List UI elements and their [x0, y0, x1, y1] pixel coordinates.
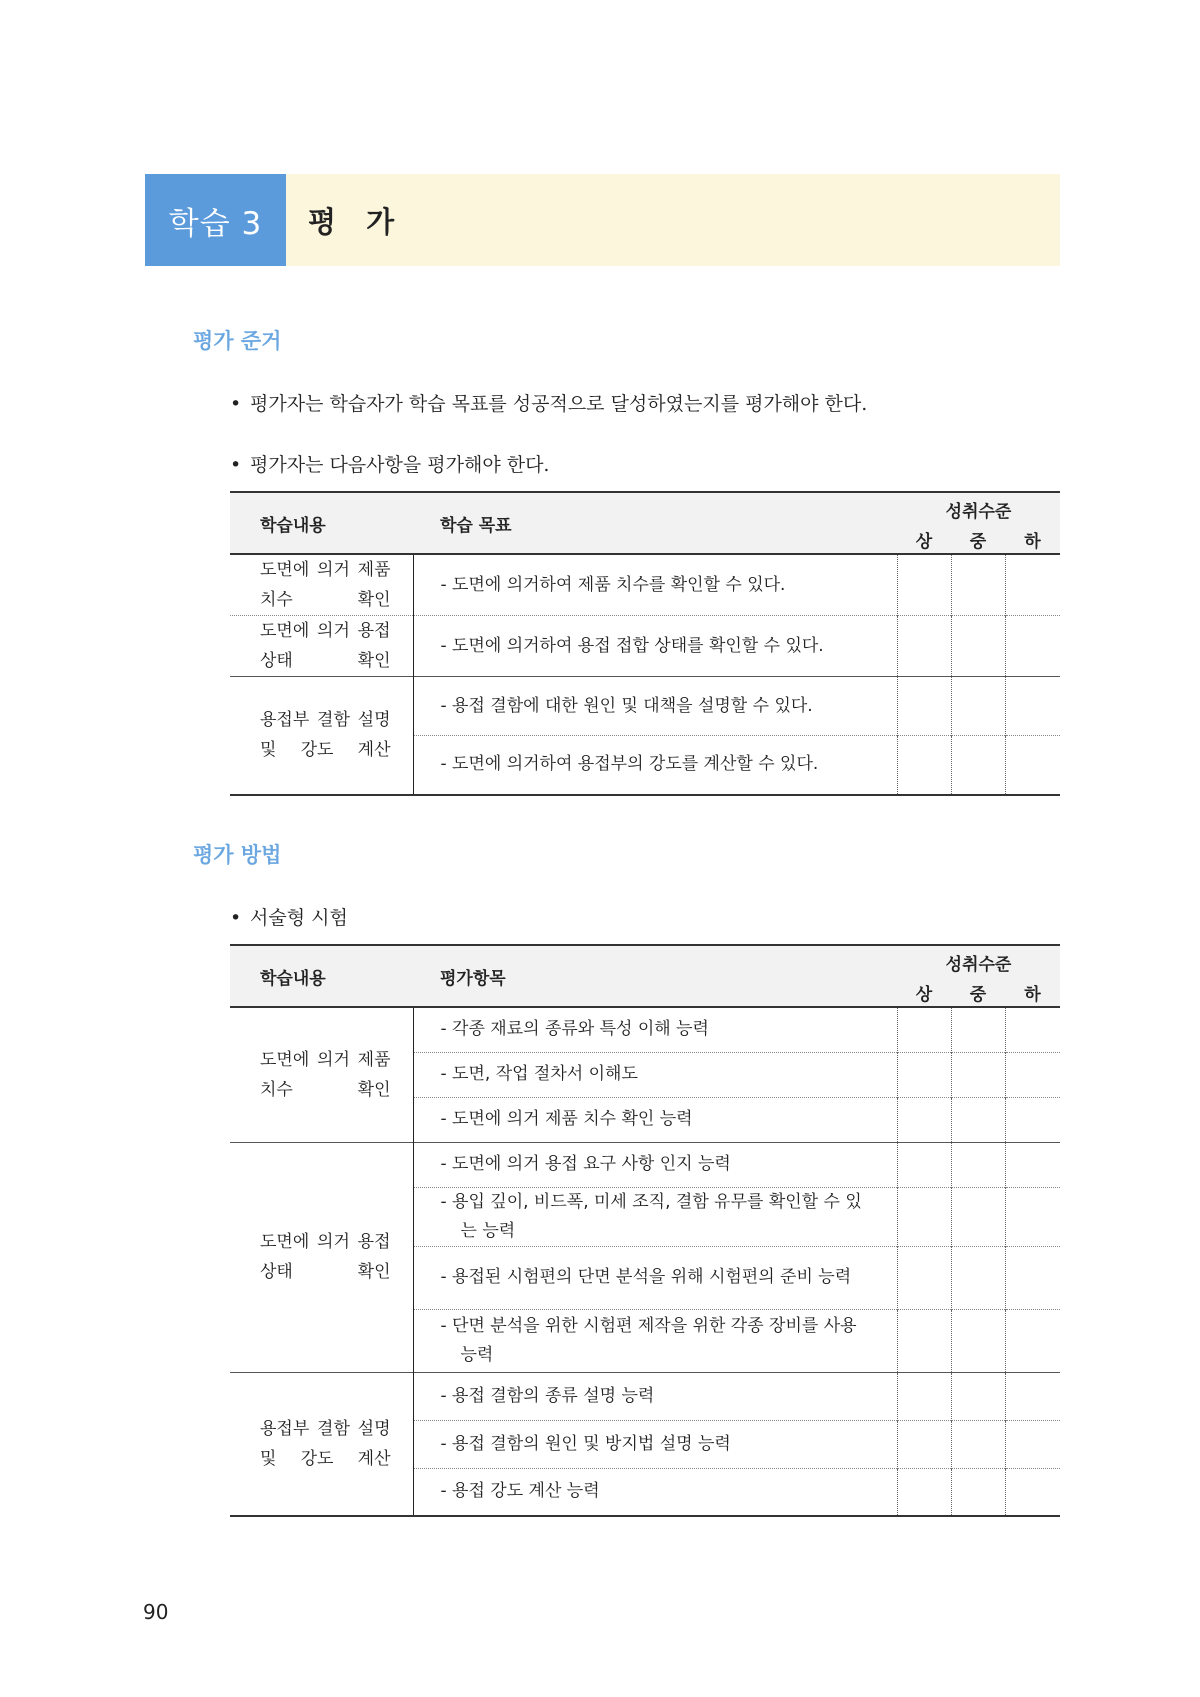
header-achievement-level: 성취수준: [945, 502, 1012, 522]
header-level-low: 하: [1024, 985, 1041, 1005]
section-title: 평 가: [308, 204, 395, 239]
level-low-cell: [1005, 1187, 1060, 1246]
level-low-cell: [1005, 1372, 1060, 1420]
criteria-table: [230, 491, 1060, 796]
item-cell: - 도면에 의거 제품 치수 확인 능력: [413, 1097, 897, 1142]
level-mid-cell: [951, 1052, 1005, 1097]
level-low-cell: [1005, 1468, 1060, 1516]
method-bullet-1: • 서술형 시험: [230, 907, 348, 929]
level-mid-cell: [951, 1372, 1005, 1420]
level-high-cell: [897, 616, 951, 677]
header-content: 학습내용: [260, 968, 326, 989]
table-row: [230, 677, 1060, 736]
goal-cell: - 도면에 의거하여 제품 치수를 확인할 수 있다.: [440, 574, 786, 595]
level-mid-cell: [951, 1142, 1005, 1187]
level-high-cell: [897, 1468, 951, 1516]
header-goal: 학습 목표: [440, 515, 512, 536]
table-row: [230, 1372, 1060, 1420]
level-high-cell: [897, 736, 951, 795]
table-row: [230, 554, 1060, 616]
method-table: [230, 944, 1060, 1517]
content-cell: 용접부 결함 설명 및 강도 계산: [230, 677, 413, 795]
table-row: [230, 1142, 1060, 1187]
header-level-high: 상: [915, 985, 933, 1005]
item-cell: - 도면에 의거 용접 요구 사항 인지 능력: [413, 1142, 897, 1187]
header-level-mid: 중: [969, 985, 987, 1005]
table-row: [230, 616, 1060, 677]
level-mid-cell: [951, 1097, 1005, 1142]
header-item: 평가항목: [440, 968, 506, 989]
header-level-mid: 중: [969, 532, 987, 552]
header-achievement-level: 성취수준: [945, 955, 1012, 975]
level-low-cell: [1005, 736, 1060, 795]
item-cell: - 용접 결함의 종류 설명 능력: [413, 1372, 897, 1420]
item-cell: - 각종 재료의 종류와 특성 이해 능력: [440, 1019, 709, 1040]
level-mid-cell: [951, 1007, 1005, 1052]
level-low-cell: [1005, 1052, 1060, 1097]
level-high-cell: [897, 1007, 951, 1052]
level-high-cell: [897, 1097, 951, 1142]
level-low-cell: [1005, 1420, 1060, 1468]
content-cell: 도면에 의거 제품 치수 확인: [230, 554, 413, 616]
goal-cell: - 도면에 의거하여 용접 접합 상태를 확인할 수 있다.: [413, 616, 897, 677]
item-cell: - 용접된 시험편의 단면 분석을 위해 시험편의 준비 능력: [413, 1246, 897, 1309]
level-high-cell: [897, 1187, 951, 1246]
level-mid-cell: [951, 1309, 1005, 1372]
section-title-bar: [286, 174, 1060, 266]
item-cell: - 용접 강도 계산 능력: [413, 1468, 897, 1516]
level-high-cell: [897, 1372, 951, 1420]
criteria-bullet-1: • 평가자는 학습자가 학습 목표를 성공적으로 달성하였는지를 평가해야 한다.: [230, 393, 868, 415]
header-content: 학습내용: [260, 515, 326, 536]
level-high-cell: [897, 1052, 951, 1097]
level-high-cell: [897, 1142, 951, 1187]
header-level-low: 하: [1024, 532, 1041, 552]
level-low-cell: [1005, 1142, 1060, 1187]
level-mid-cell: [951, 736, 1005, 795]
level-low-cell: [1005, 554, 1060, 616]
level-high-cell: [897, 1309, 951, 1372]
level-low-cell: [1005, 677, 1060, 736]
level-low-cell: [1005, 1097, 1060, 1142]
content-cell: 도면에 의거 제품 치수 확인: [230, 1007, 413, 1142]
page-number: 90: [143, 1600, 169, 1624]
level-high-cell: [897, 1420, 951, 1468]
content-cell: 용접부 결함 설명 및 강도 계산: [230, 1372, 413, 1516]
level-low-cell: [1005, 1246, 1060, 1309]
level-high-cell: [897, 677, 951, 736]
level-mid-cell: [951, 554, 1005, 616]
criteria-heading: 평가 준거: [193, 329, 282, 353]
item-cell: - 용접 결함의 원인 및 방지법 설명 능력: [413, 1420, 897, 1468]
content-cell: 도면에 의거 용접 상태 확인: [230, 616, 413, 677]
level-high-cell: [897, 1246, 951, 1309]
level-mid-cell: [951, 1468, 1005, 1516]
section-tab: 학습 3: [145, 174, 286, 266]
method-heading: 평가 방법: [193, 843, 282, 867]
criteria-bullet-2: • 평가자는 다음사항을 평가해야 한다.: [230, 454, 550, 476]
level-mid-cell: [951, 1420, 1005, 1468]
level-mid-cell: [951, 677, 1005, 736]
level-mid-cell: [951, 616, 1005, 677]
level-mid-cell: [951, 1246, 1005, 1309]
item-cell: - 단면 분석을 위한 시험편 제작을 위한 각종 장비를 사용 능력: [413, 1309, 897, 1372]
level-low-cell: [1005, 1007, 1060, 1052]
item-cell: - 도면, 작업 절차서 이해도: [413, 1052, 897, 1097]
item-cell: - 용입 깊이, 비드폭, 미세 조직, 결함 유무를 확인할 수 있는 능력: [413, 1187, 897, 1246]
level-low-cell: [1005, 1309, 1060, 1372]
table-row: [230, 1007, 1060, 1052]
level-high-cell: [897, 554, 951, 616]
goal-cell: - 용접 결함에 대한 원인 및 대책을 설명할 수 있다.: [413, 677, 897, 736]
header-level-high: 상: [915, 532, 933, 552]
level-low-cell: [1005, 616, 1060, 677]
content-cell: 도면에 의거 용접 상태 확인: [230, 1142, 413, 1372]
goal-cell: - 도면에 의거하여 용접부의 강도를 계산할 수 있다.: [413, 736, 897, 795]
level-mid-cell: [951, 1187, 1005, 1246]
